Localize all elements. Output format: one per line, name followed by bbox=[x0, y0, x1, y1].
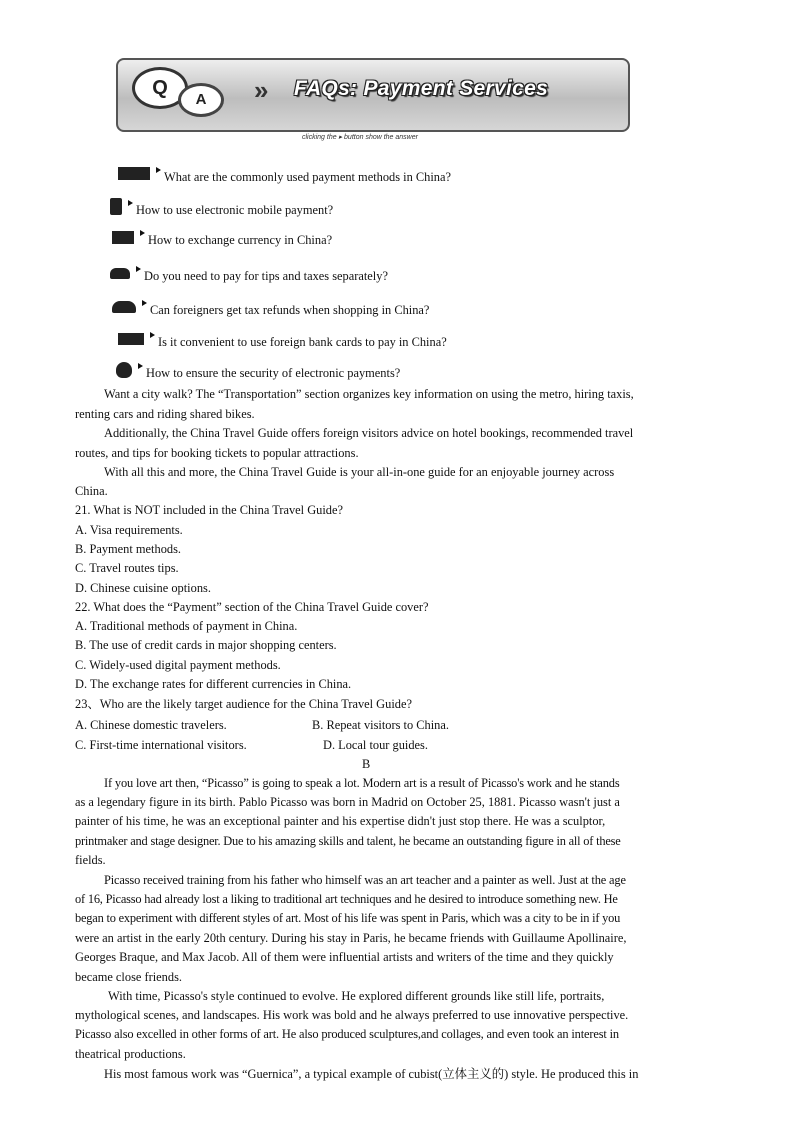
a-bubble-icon: A bbox=[178, 83, 224, 117]
banner-title: FAQs: Payment Services bbox=[294, 77, 549, 100]
faq-question: Is it convenient to use foreign bank cards to pay in China? bbox=[158, 334, 447, 349]
option-22-a: A. Traditional methods of payment in China. bbox=[75, 619, 298, 633]
question-23: 23、Who are the likely target audience for the China Travel Guide? bbox=[75, 697, 412, 711]
paragraph-line: China. bbox=[75, 484, 108, 498]
double-chevron-icon: » bbox=[254, 75, 269, 105]
paragraph-line: theatrical productions. bbox=[75, 1047, 186, 1061]
option-21-c: C. Travel routes tips. bbox=[75, 561, 179, 575]
expand-arrow-icon[interactable] bbox=[156, 167, 161, 173]
paragraph-line: With all this and more, the China Travel Guide is your all-in-one guide for an enjoyable journey across bbox=[104, 465, 615, 479]
currency-exchange-icon bbox=[112, 231, 134, 244]
faq-item-tax-refund[interactable] bbox=[112, 298, 429, 320]
option-21-b: B. Payment methods. bbox=[75, 542, 182, 556]
faq-question: How to use electronic mobile payment? bbox=[136, 202, 334, 217]
paragraph-line: began to experiment with different styles of art. Most of his life was spent in Paris, which was a city to be in if you bbox=[75, 911, 621, 925]
paragraph-line: became close friends. bbox=[75, 970, 182, 984]
faq-item-foreign-cards[interactable] bbox=[118, 330, 447, 352]
faq-item-mobile-payment[interactable] bbox=[110, 198, 333, 220]
paragraph-line: His most famous work was “Guernica”, a typical example of cubist(立体主义的) style. He produced this in bbox=[104, 1067, 639, 1081]
bank-card-icon bbox=[118, 333, 144, 345]
section-heading: B bbox=[362, 757, 371, 771]
option-22-d: D. The exchange rates for different currencies in China. bbox=[75, 677, 352, 691]
paragraph-line: mythological scenes, and landscapes. His work was bold and he always preferred to use innovative perspective. bbox=[75, 1008, 629, 1022]
option-21-d: D. Chinese cuisine options. bbox=[75, 581, 211, 595]
paragraph-line: If you love art then, “Picasso” is going to speak a lot. Modern art is a result of Picasso's work and he stands bbox=[104, 776, 620, 790]
tip-tray-icon bbox=[110, 268, 130, 279]
faq-item-tips-taxes[interactable] bbox=[110, 264, 388, 286]
faq-question: How to ensure the security of electronic payments? bbox=[146, 365, 401, 380]
paragraph-line: were an artist in the early 20th century. During his stay in Paris, he became friends with Guillaume Apollinaire, bbox=[75, 931, 627, 945]
paragraph-line: Additionally, the China Travel Guide offers foreign visitors advice on hotel bookings, recommended travel bbox=[104, 426, 634, 440]
paragraph-line: With time, Picasso's style continued to evolve. He explored different grounds like still life, portraits, bbox=[108, 989, 605, 1003]
faq-question: Can foreigners get tax refunds when shopping in China? bbox=[150, 302, 430, 317]
paragraph-line: Picasso received training from his father who himself was an art teacher and a painter as well. Just at the age bbox=[104, 873, 626, 887]
paragraph-line: renting cars and riding shared bikes. bbox=[75, 407, 255, 421]
expand-arrow-icon[interactable] bbox=[138, 363, 143, 369]
expand-arrow-icon[interactable] bbox=[140, 230, 145, 236]
expand-arrow-icon[interactable] bbox=[150, 332, 155, 338]
option-22-b: B. The use of credit cards in major shopping centers. bbox=[75, 638, 337, 652]
paragraph-line: of 16, Picasso had already lost a liking to traditional art techniques and he desired to introduce something new. He bbox=[75, 892, 618, 906]
paragraph-line: Want a city walk? The “Transportation” section organizes key information on using the metro, hiring taxis, bbox=[104, 387, 634, 401]
cash-icon bbox=[118, 167, 150, 180]
banner-caption: clicking the ▸ button show the answer bbox=[302, 134, 418, 141]
option-23-a: A. Chinese domestic travelers. bbox=[75, 718, 227, 732]
option-23-d: D. Local tour guides. bbox=[323, 738, 428, 752]
faq-banner bbox=[112, 55, 632, 150]
paragraph-line: routes, and tips for booking tickets to popular attractions. bbox=[75, 446, 359, 460]
expand-arrow-icon[interactable] bbox=[142, 300, 147, 306]
paragraph-line: painter of his time, he was an exceptional painter and his expertise didn't just stop there. He was a sculptor, bbox=[75, 814, 606, 828]
faq-question: How to exchange currency in China? bbox=[148, 232, 333, 247]
paragraph-line: printmaker and stage designer. Due to his amazing skills and talent, he became an outstanding figure in all of these bbox=[75, 834, 621, 848]
mobile-phone-icon bbox=[110, 198, 122, 215]
option-23-b: B. Repeat visitors to China. bbox=[312, 718, 449, 732]
q-bubble-icon: Q bbox=[132, 67, 188, 109]
paragraph-line: as a legendary figure in its birth. Pablo Picasso was born in Madrid on October 25, 1881. Picasso wasn't just a bbox=[75, 795, 620, 809]
faq-item-payment-methods[interactable] bbox=[118, 165, 451, 187]
faq-question: What are the commonly used payment methods in China? bbox=[164, 169, 451, 184]
money-bag-icon bbox=[116, 362, 132, 378]
question-22: 22. What does the “Payment” section of the China Travel Guide cover? bbox=[75, 600, 429, 614]
question-21: 21. What is NOT included in the China Travel Guide? bbox=[75, 503, 343, 517]
paragraph-line: Picasso also excelled in other forms of art. He also produced sculptures,and collages, and even took an interest in bbox=[75, 1027, 619, 1041]
faq-item-currency-exchange[interactable] bbox=[112, 228, 332, 250]
shopping-bag-icon bbox=[112, 301, 136, 313]
faq-item-payment-security[interactable] bbox=[116, 361, 400, 383]
option-21-a: A. Visa requirements. bbox=[75, 523, 183, 537]
option-22-c: C. Widely-used digital payment methods. bbox=[75, 658, 281, 672]
option-23-c: C. First-time international visitors. bbox=[75, 738, 247, 752]
expand-arrow-icon[interactable] bbox=[128, 200, 133, 206]
paragraph-line: Georges Braque, and Max Jacob. All of them were influential artists and writers of the time and they quickly bbox=[75, 950, 614, 964]
paragraph-line: fields. bbox=[75, 853, 106, 867]
faq-question: Do you need to pay for tips and taxes separately? bbox=[144, 268, 388, 283]
expand-arrow-icon[interactable] bbox=[136, 266, 141, 272]
